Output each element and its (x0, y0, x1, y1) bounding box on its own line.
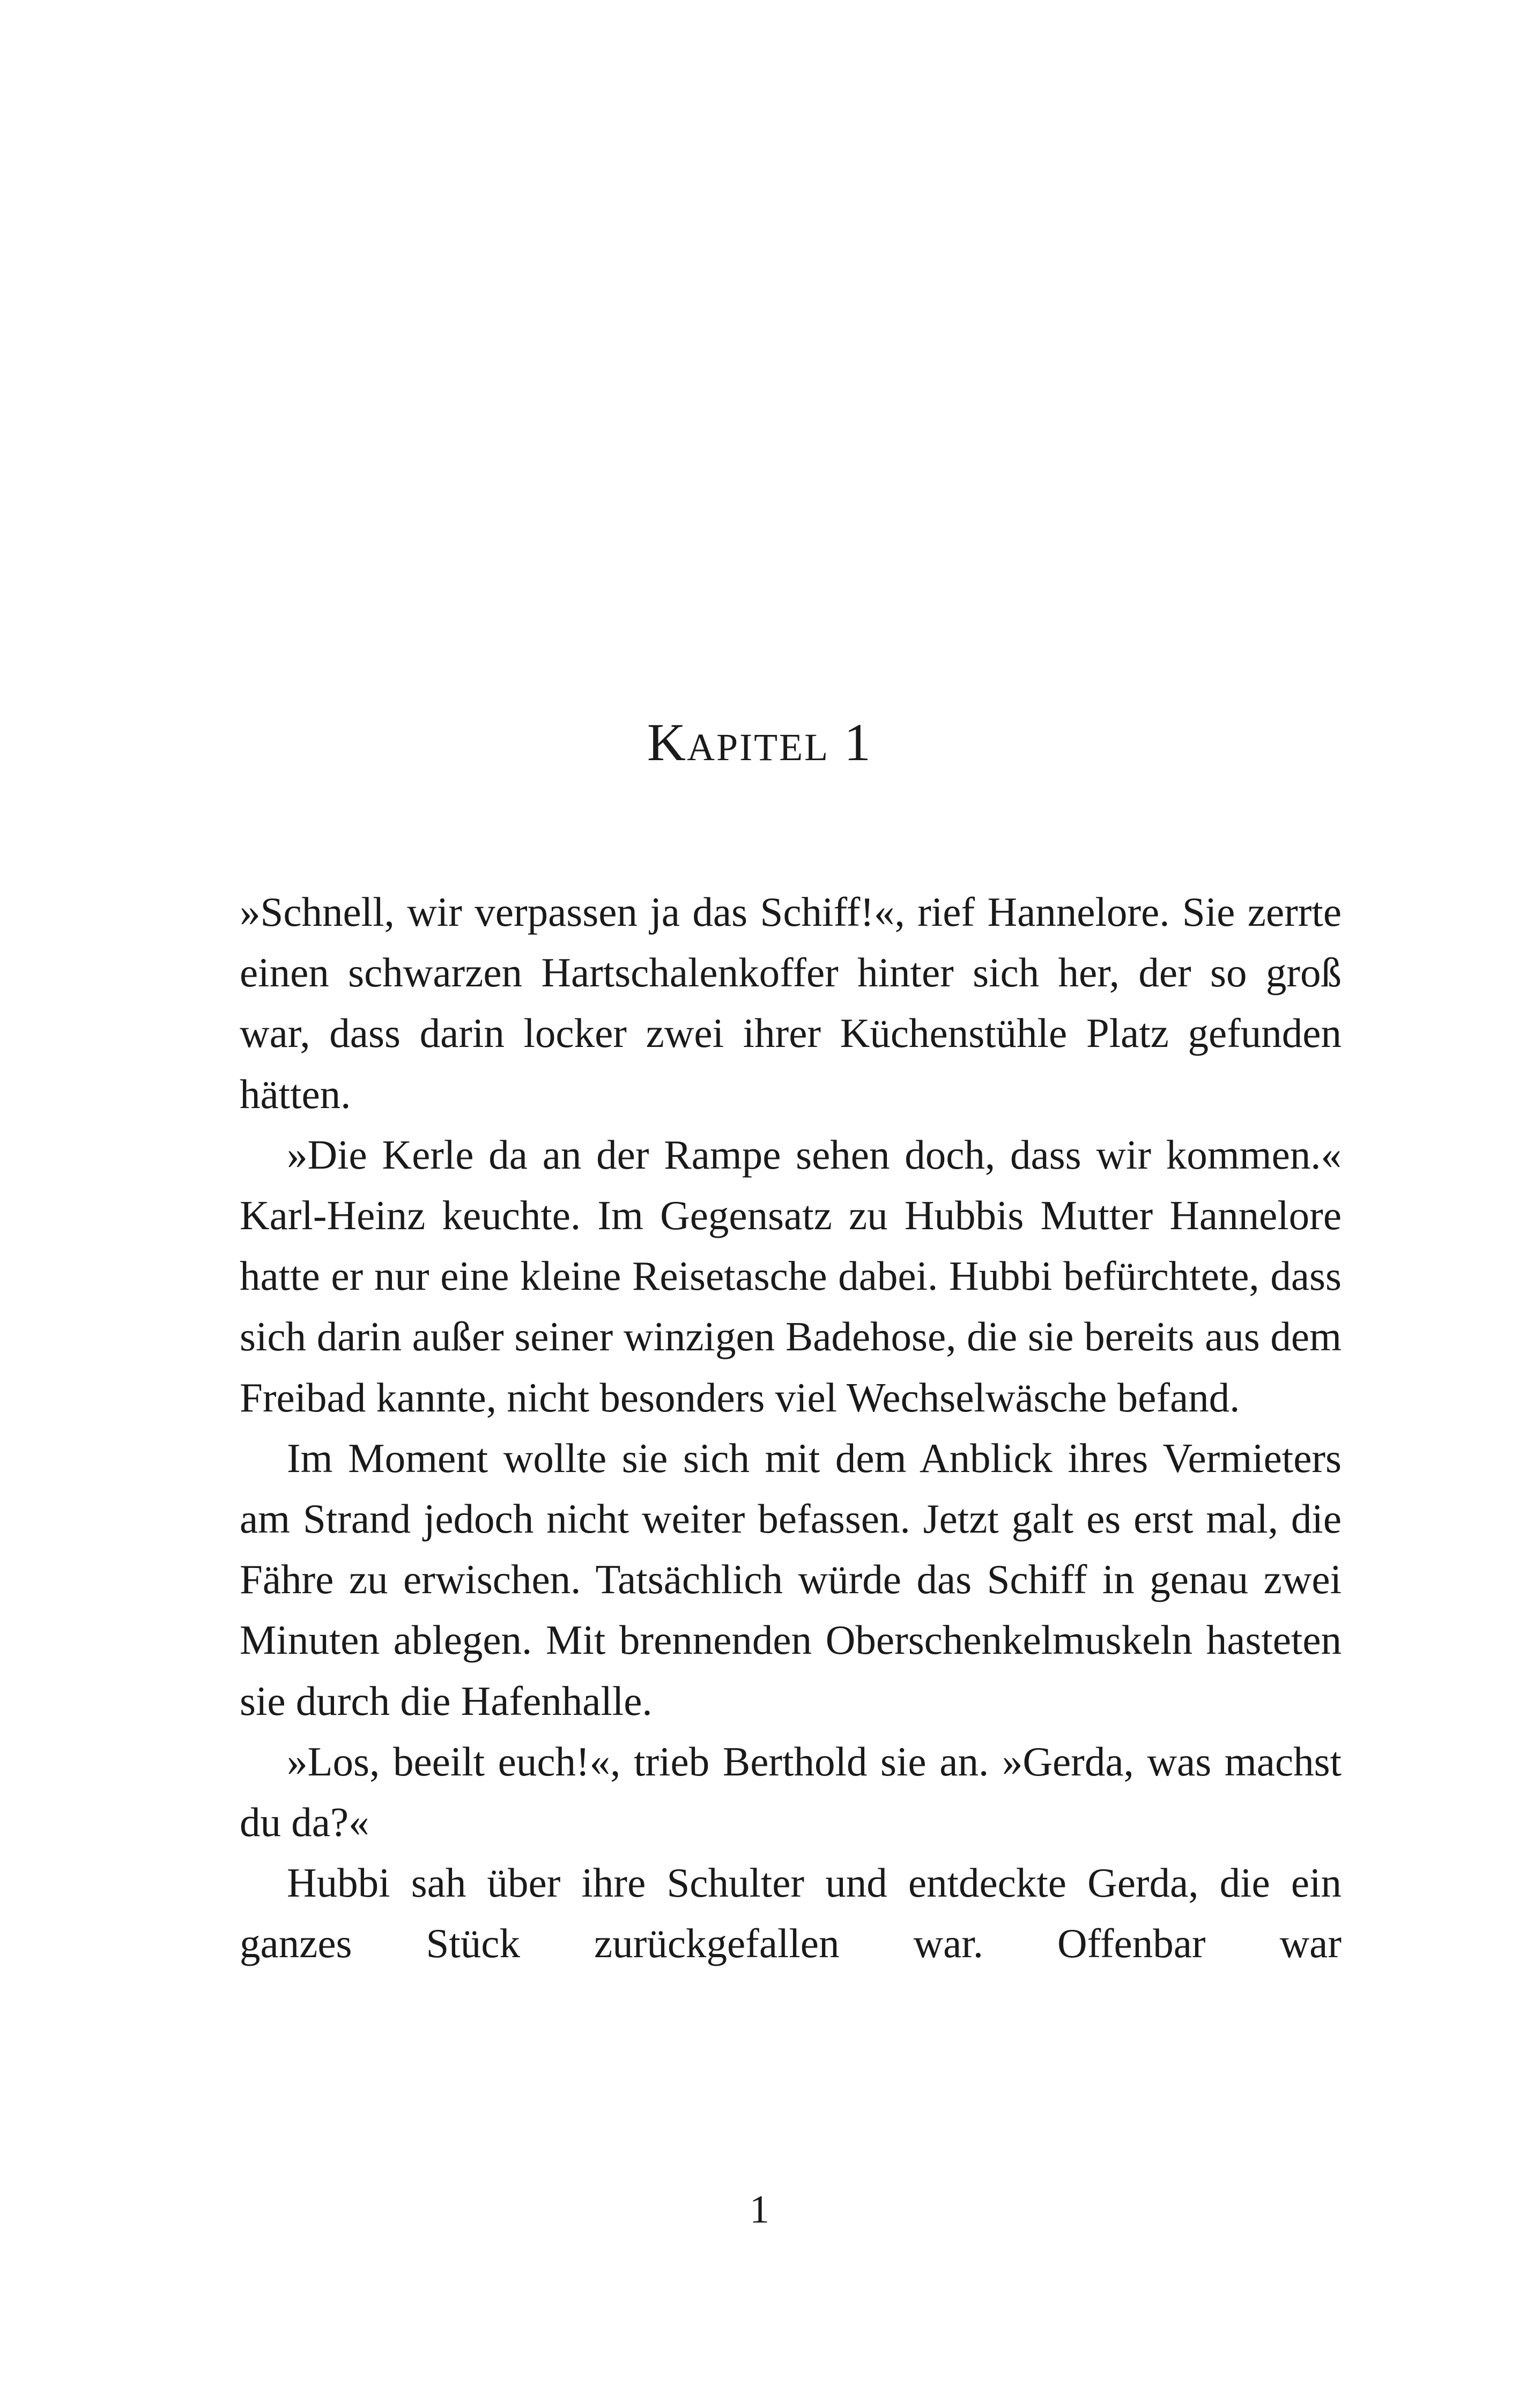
paragraph: »Schnell, wir verpassen ja das Schiff!«, rief Hannelore. Sie zerrte einen schwarzen Hartschalenkoffer hinter sich her, der so groß war, dass darin locker zwei ihrer Küchenstühle Platz gefunden hätten. (240, 889, 1342, 1117)
chapter-number: 1 (844, 712, 872, 772)
paragraph: Im Moment wollte sie sich mit dem Anblick ihres Vermieters am Strand jedoch nicht weiter befassen. Jetzt galt es erst mal, die Fähre zu erwischen. Tatsächlich würde das Schiff in genau zwei Minuten ablegen. Mit brennenden Oberschenkelmuskeln hasteten sie durch die Hafenhalle. (240, 1435, 1342, 1724)
paragraph: Hubbi sah über ihre Schulter und entdeckte Gerda, die ein ganzes Stück zurückgefallen war. Offenbar war (240, 1860, 1342, 1967)
paragraph: »Los, beeilt euch!«, trieb Berthold sie an. »Gerda, was machst du da?« (240, 1738, 1342, 1846)
paragraph: »Die Kerle da an der Rampe sehen doch, dass wir kommen.« Karl-Heinz keuchte. Im Gegensatz zu Hubbis Mutter Hannelore hatte er nur eine kleine Reisetasche dabei. Hubbi befürchtete, dass sich darin außer seiner winzigen Badehose, die sie bereits aus dem Freibad kannte, nicht besonders viel Wechselwäsche befand. (240, 1131, 1342, 1421)
chapter-body (240, 882, 1342, 1974)
page-number: 1 (750, 2188, 769, 2232)
chapter-title-rest: APITEL (687, 726, 830, 769)
chapter-title-initial: K (647, 712, 687, 772)
chapter-title (0, 712, 1519, 772)
